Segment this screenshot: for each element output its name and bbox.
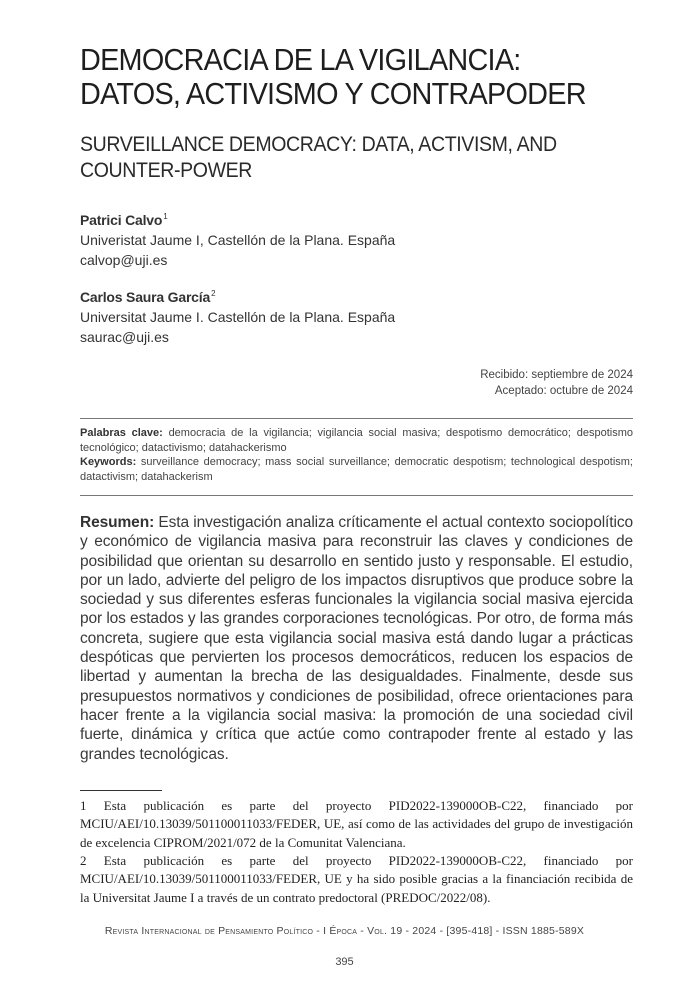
abstract-label: Resumen: — [80, 514, 155, 531]
page-number: 395 — [335, 956, 354, 968]
article-subtitle-english: SURVEILLANCE DEMOCRACY: DATA, ACTIVISM, AND COUNTER-POWER — [80, 133, 557, 182]
journal-citation-line: Revista Internacional de Pensamiento Político - I Época - Vol. 19 - 2024 - [395-418] - ISSN 1885-589X — [104, 925, 585, 937]
author-email: saurac@uji.es — [80, 329, 169, 345]
author-affiliation: Univeristat Jaume I, Castellón de la Plana. España — [80, 232, 396, 248]
abstract — [80, 513, 633, 764]
keywords-english — [80, 455, 633, 484]
keywords-box — [80, 418, 633, 496]
author-block-1 — [80, 207, 480, 270]
keywords-english-label: Keywords: — [80, 456, 137, 469]
author-name: Carlos Saura García — [80, 289, 211, 305]
footnote-divider — [80, 790, 162, 791]
footnote-1: 1 Esta publicación es parte del proyecto PID2022-139000OB-C22, financiado por MCIU/AEI/10.13039/501100011033/FEDER, UE, así como de las actividades del grupo de investigación de excelencia CIPROM/2021/072 de la Comunitat Valenciana. — [80, 798, 633, 850]
author-block-2 — [80, 284, 480, 347]
author-email: calvop@uji.es — [80, 252, 168, 268]
keywords-spanish-label: Palabras clave: — [80, 427, 163, 439]
footnote-marker: 2 — [211, 289, 216, 298]
footnote-2: 2 Esta publicación es parte del proyecto PID2022-139000OB-C22, financiado por MCIU/AEI/10.13039/501100011033/FEDER, UE y ha sido posible gracias a la financiación recibida de la Universitat Jaume I a través de un contrato predoctoral (PREDOC/2022/08). — [80, 853, 633, 905]
article-title: DEMOCRACIA DE LA VIGILANCIA: DATOS, ACTIVISMO Y CONTRAPODER — [80, 42, 586, 111]
abstract-text: Esta investigación analiza críticamente el actual contexto sociopolítico y económico de vigilancia masiva para reconstruir las claves y condiciones de posibilidad que orientan su desarrollo en sentido justo y responsable. El estudio, por un lado, advierte del peligro de los impactos disruptivos que produce sobre la sociedad y sus diferentes esferas funcionales la vigilancia social masiva ejercida por los estados y las grandes corporaciones tecnológicas. Por otro, de forma más concreta, sugiere que esta vigilancia social masiva está dando lugar a prácticas despóticas que pervierten los procesos democráticos, reducen los espacios de libertad y aumentan la brecha de las desigualdades. Finalmente, desde sus presupuestos normativos y condiciones de posibilidad, ofrece orientaciones para hacer frente a la vigilancia social masiva: la promoción de una sociedad civil fuerte, dinámica y crítica que actúe como contrapoder frente al estado y las grandes tecnológicas. — [80, 514, 633, 763]
author-affiliation: Universitat Jaume I. Castellón de la Plana. España — [80, 309, 396, 325]
keywords-spanish-text: democracia de la vigilancia; vigilancia social masiva; despotismo democrático; despotismo tecnológico; datactivismo; datahackerismo — [80, 427, 633, 454]
keywords-english-text: surveillance democracy; mass social surveillance; democratic despotism; technological despotism; datactivism; datahackerism — [80, 456, 633, 483]
footnote-marker: 1 — [163, 212, 168, 221]
accepted-date: Aceptado: octubre de 2024 — [494, 385, 633, 397]
keywords-spanish — [80, 426, 633, 455]
received-date: Recibido: septiembre de 2024 — [480, 369, 633, 381]
submission-dates — [480, 367, 633, 399]
author-name: Patrici Calvo — [80, 212, 163, 228]
